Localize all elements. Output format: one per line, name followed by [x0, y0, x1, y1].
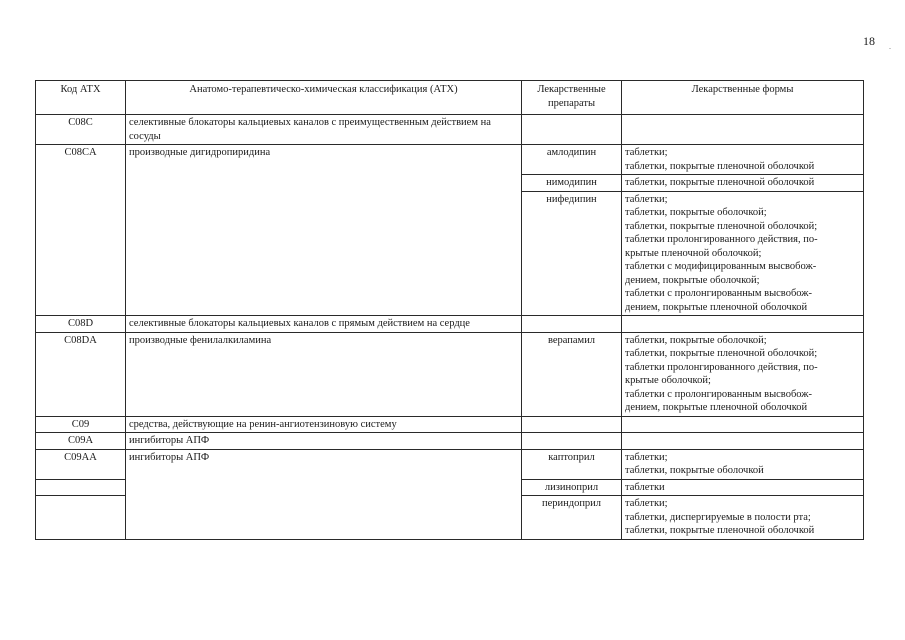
forms-cell-empty [622, 115, 864, 145]
forms-cell-empty [622, 433, 864, 450]
atx-classification: ингибиторы АПФ [126, 449, 522, 539]
scan-mark: . [889, 42, 891, 51]
atx-classification: ингибиторы АПФ [126, 433, 522, 450]
header-forms: Лекарственные формы [622, 81, 864, 115]
form-line: дением, покрытые пленочной оболочкой [625, 402, 808, 413]
form-line: таблетки с модифицированным высвобож- [625, 261, 817, 272]
header-classification: Анатомо-терапевтическо-химическая классификация (АТХ) [126, 81, 522, 115]
atx-code: C08D [36, 316, 126, 333]
drug-forms [622, 479, 864, 496]
drug-forms [622, 449, 864, 479]
atx-classification: производные дигидропиридина [126, 145, 522, 316]
table-row [36, 145, 864, 175]
drug-forms [622, 191, 864, 316]
drug-forms [622, 332, 864, 416]
form-line: таблетки с пролонгированным высвобож- [625, 288, 813, 299]
table-row [36, 316, 864, 333]
atx-code: C09 [36, 416, 126, 433]
form-line: таблетки, покрытые оболочкой [625, 465, 764, 476]
drug-cell-empty [522, 316, 622, 333]
form-line: таблетки, диспергируемые в полости рта; [625, 511, 811, 523]
form-line: дением, покрытые пленочной оболочкой [625, 301, 808, 313]
drug-cell-empty [522, 115, 622, 145]
drug-cell-empty [522, 416, 622, 433]
form-line: таблетки; [625, 193, 668, 205]
table-header-row [36, 81, 864, 115]
form-line: таблетки пролонгированного действия, по- [625, 234, 818, 245]
code-cell-empty [36, 496, 126, 540]
form-line: таблетки пролонгированного действия, по- [625, 361, 818, 373]
form-line: таблетки, покрытые оболочкой; [625, 334, 767, 346]
atx-code: C08C [36, 115, 126, 145]
drug-name: нимодипин [522, 175, 622, 192]
form-line: таблетки; [625, 498, 668, 509]
header-code: Код АТХ [36, 81, 126, 115]
atx-code: C08CA [36, 145, 126, 316]
table-row [36, 433, 864, 450]
page-number: 18 [863, 34, 875, 48]
form-line: таблетки; [625, 451, 668, 463]
atx-classification-table [35, 80, 864, 540]
atx-code: C09A [36, 433, 126, 450]
table-row [36, 449, 864, 479]
form-line: таблетки [625, 481, 665, 493]
drug-forms [622, 145, 864, 175]
drug-name: нифедипин [522, 191, 622, 316]
drug-name: каптоприл [522, 449, 622, 479]
drug-name: верапамил [522, 332, 622, 416]
code-cell-empty [36, 479, 126, 496]
form-line: таблетки, покрытые пленочной оболочкой; [625, 348, 818, 359]
drug-cell-empty [522, 433, 622, 450]
form-line: таблетки, покрытые пленочной оболочкой [625, 177, 815, 188]
atx-classification: селективные блокаторы кальциевых каналов с прямым действием на сердце [126, 316, 522, 333]
table-row [36, 416, 864, 433]
forms-cell-empty [622, 416, 864, 433]
header-drugs: Лекарственные препараты [522, 81, 622, 115]
atx-code: C08DA [36, 332, 126, 416]
forms-cell-empty [622, 316, 864, 333]
form-line: крытые оболочкой; [625, 375, 711, 386]
form-line: дением, покрытые оболочкой; [625, 274, 760, 286]
atx-classification: производные фенилалкиламина [126, 332, 522, 416]
drug-forms [622, 496, 864, 540]
atx-code: C09AA [36, 449, 126, 479]
drug-name: лизиноприл [522, 479, 622, 496]
form-line: таблетки с пролонгированным высвобож- [625, 388, 813, 400]
table-row [36, 115, 864, 145]
form-line: таблетки; [625, 147, 668, 158]
drug-name: амлодипин [522, 145, 622, 175]
table-row [36, 332, 864, 416]
drug-forms [622, 175, 864, 192]
form-line: таблетки, покрытые оболочкой; [625, 207, 767, 218]
drug-name: периндоприл [522, 496, 622, 540]
form-line: крытые пленочной оболочкой; [625, 247, 762, 259]
form-line: таблетки, покрытые пленочной оболочкой [625, 525, 815, 536]
form-line: таблетки, покрытые пленочной оболочкой [625, 160, 815, 172]
atx-classification: селективные блокаторы кальциевых каналов с преимущественным действием на сосуды [126, 115, 522, 145]
atx-classification: средства, действующие на ренин-ангиотензиновую систему [126, 416, 522, 433]
form-line: таблетки, покрытые пленочной оболочкой; [625, 220, 818, 232]
